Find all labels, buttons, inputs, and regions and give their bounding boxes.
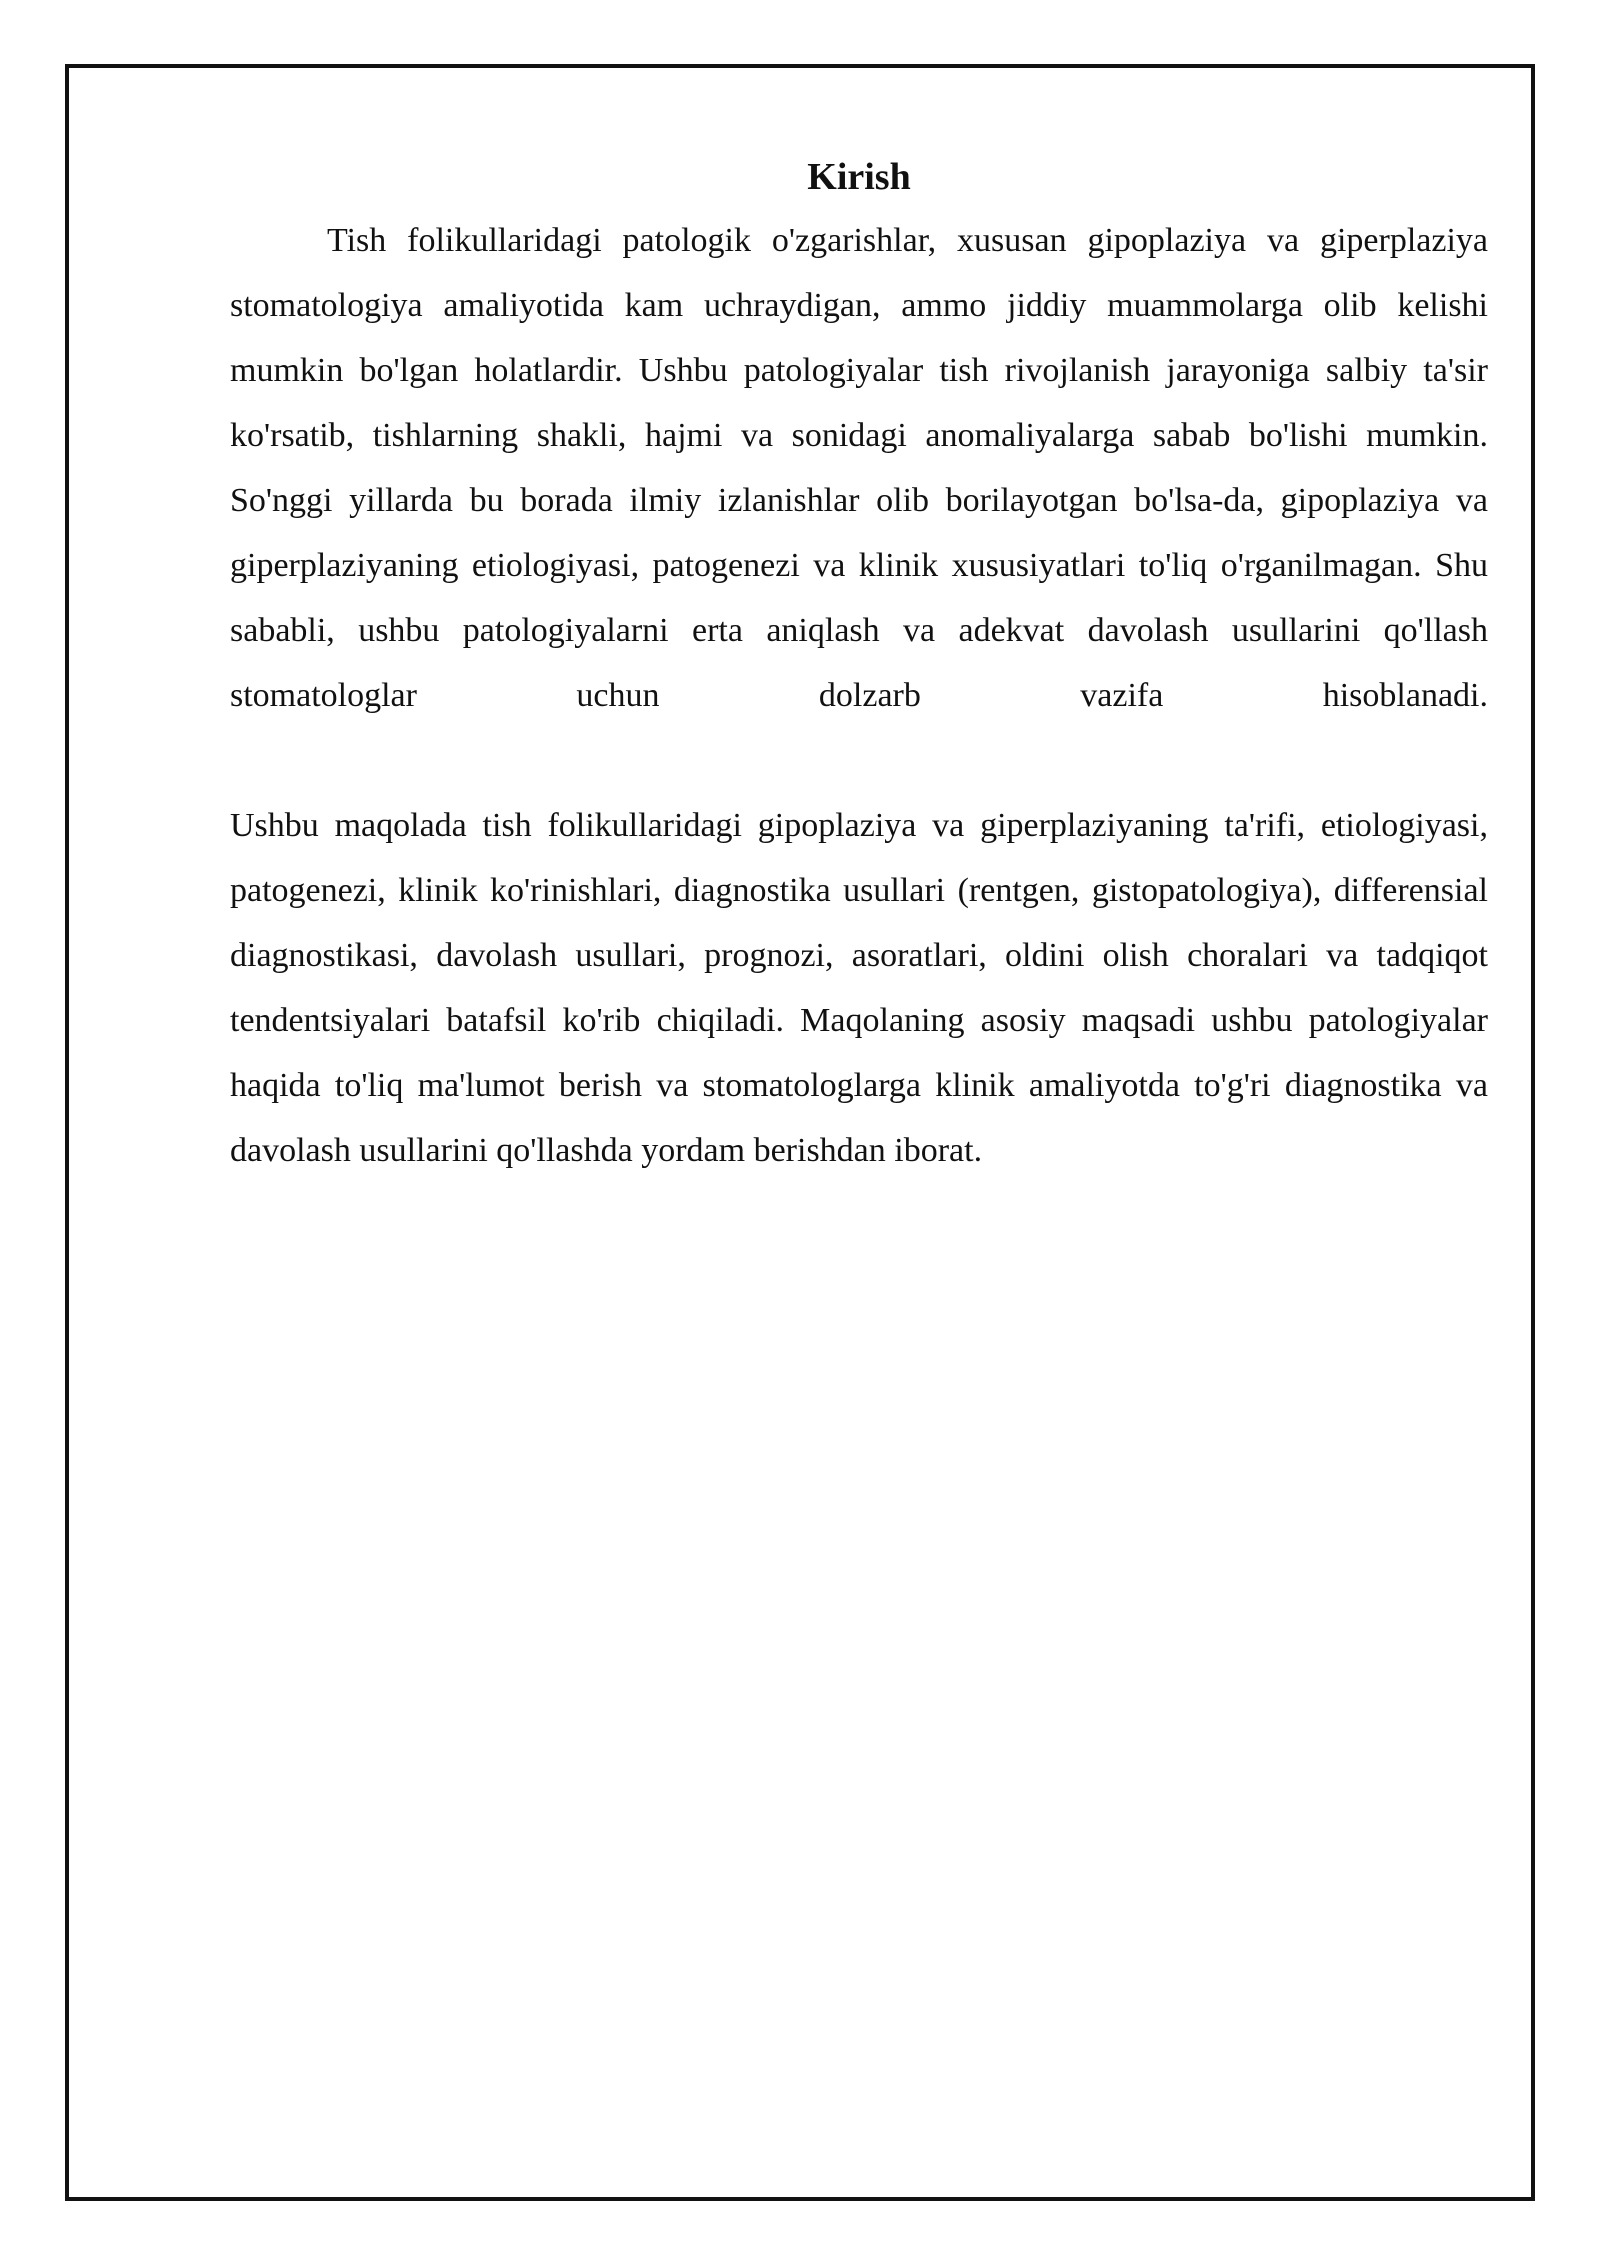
paragraph-intro: Tish folikullaridagi patologik o'zgarishlar, xususan gipoplaziya va giperplaziya stomatologiya amaliyotida kam uchraydigan, ammo jiddiy muammolarga olib kelishi mumkin bo'lgan holatlardir. Ushbu patologiyalar tish rivojlanish jarayoniga salbiy ta'sir ko'rsatib, tishlarning shakli, hajmi va sonidagi anomaliyalarga sabab bo'lishi mumkin. So'nggi yillarda bu borada ilmiy izlanishlar olib borilayotgan bo'lsa-da, gipoplaziya va giperplaziyaning etiologiyasi, patogenezi va klinik xususiyatlari to'liq o'rganilmagan. Shu sababli, ushbu patologiyalarni erta aniqlash va adekvat davolash usullarini qo'llash stomatologlar uchun dolzarb vazifa hisoblanadi. bbox=[230, 222, 1488, 714]
paragraph-spacer bbox=[230, 728, 1488, 793]
document-body bbox=[230, 150, 1488, 1183]
paragraph-scope: Ushbu maqolada tish folikullaridagi gipoplaziya va giperplaziyaning ta'rifi, etiologiyasi, patogenezi, klinik ko'rinishlari, diagnostika usullari (rentgen, gistopatologiya), differensial diagnostikasi, davolash usullari, prognozi, asoratlari, oldini olish choralari va tadqiqot tendentsiyalari batafsil ko'rib chiqiladi. Maqolaning asosiy maqsadi ushbu patologiyalar haqida to'liq ma'lumot berish va stomatologlarga klinik amaliyotda to'g'ri diagnostika va davolash usullarini qo'llashda yordam berishdan iborat. bbox=[230, 807, 1488, 1169]
section-title: Kirish bbox=[807, 156, 911, 198]
